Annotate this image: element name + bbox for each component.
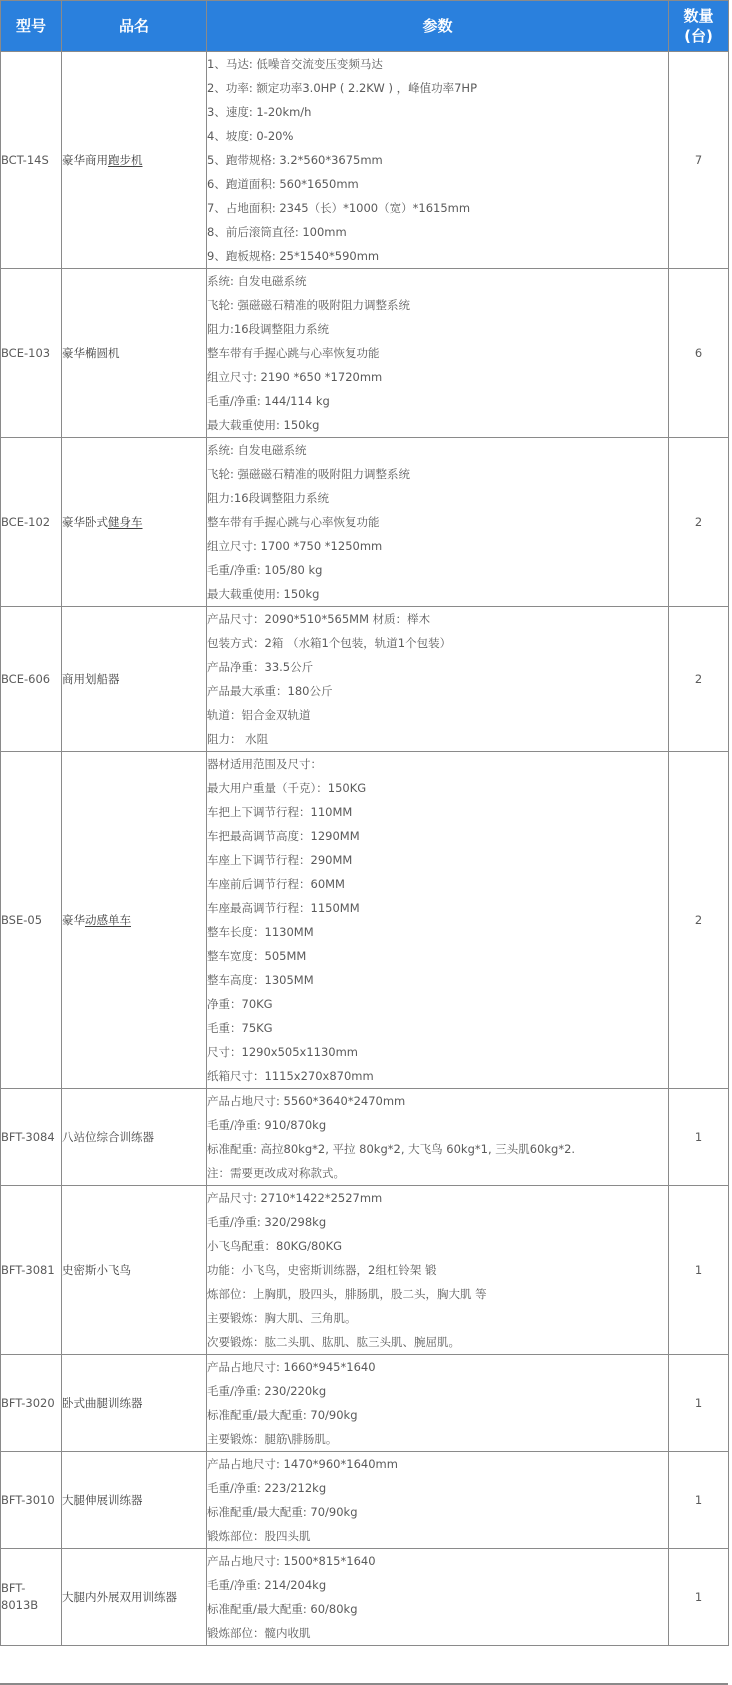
params-cell (207, 1186, 669, 1355)
param-line: 最大载重使用: 150kg (207, 587, 320, 601)
param-line: 产品占地尺寸: 5560*3640*2470mm (207, 1094, 406, 1108)
product-name-link[interactable]: 健身车 (108, 515, 143, 529)
product-name-cell (62, 1549, 207, 1646)
param-line: 产品占地尺寸: 1660*945*1640 (207, 1360, 376, 1374)
product-name-cell (62, 1452, 207, 1549)
param-line: 产品占地尺寸: 1500*815*1640 (207, 1554, 376, 1568)
table-row (1, 438, 729, 607)
param-line: 器材适用范围及尺寸： (207, 757, 322, 771)
product-name-text: 豪华卧式 (62, 515, 108, 529)
model-cell: BCE-606 (1, 607, 62, 752)
product-name-cell (62, 438, 207, 607)
param-line: 飞轮: 强磁磁石精准的吸附阻力调整系统 (207, 298, 411, 312)
param-line: 毛重/净重: 230/220kg (207, 1384, 327, 1398)
product-name-text: 史密斯小飞鸟 (62, 1263, 131, 1277)
param-line: 轨道：铝合金双轨道 (207, 708, 311, 722)
table-row (1, 1355, 729, 1452)
product-name-text: 八站位综合训练器 (62, 1130, 154, 1144)
param-line: 毛重/净重: 144/114 kg (207, 394, 330, 408)
param-line: 组立尺寸: 1700 *750 *1250mm (207, 539, 383, 553)
param-line: 净重：70KG (207, 997, 273, 1011)
product-name-cell (62, 269, 207, 438)
param-line: 标准配重/最大配重: 60/80kg (207, 1602, 358, 1616)
header-name: 品名 (62, 1, 207, 52)
product-name-link[interactable]: 动感单车 (85, 913, 131, 927)
param-line: 标准配重: 高拉80kg*2, 平拉 80kg*2, 大飞鸟 60kg*1, 三头肌60kg*2. (207, 1142, 576, 1156)
params-cell (207, 438, 669, 607)
quantity-cell: 2 (669, 438, 729, 607)
model-cell: BFT-3020 (1, 1355, 62, 1452)
product-name-cell (62, 607, 207, 752)
product-name-cell (62, 1089, 207, 1186)
param-line: 6、跑道面积: 560*1650mm (207, 177, 359, 191)
param-line: 车把最高调节高度：1290MM (207, 829, 360, 843)
quantity-cell: 1 (669, 1452, 729, 1549)
header-qty (669, 1, 729, 52)
param-line: 毛重/净重: 223/212kg (207, 1481, 327, 1495)
quantity-cell: 6 (669, 269, 729, 438)
param-line: 主要锻炼：胸大肌、三角肌。 (207, 1311, 357, 1325)
quantity-cell: 1 (669, 1355, 729, 1452)
product-name-cell (62, 1186, 207, 1355)
param-line: 阻力:16段调整阻力系统 (207, 322, 330, 336)
param-line: 车座前后调节行程：60MM (207, 877, 345, 891)
param-line: 毛重/净重: 320/298kg (207, 1215, 327, 1229)
param-line: 组立尺寸: 2190 *650 *1720mm (207, 370, 383, 384)
quantity-cell: 1 (669, 1549, 729, 1646)
header-qty-line1: 数量 (683, 7, 714, 25)
param-line: 包装方式：2箱 （水箱1个包装，轨道1个包装） (207, 636, 452, 650)
param-line: 最大用户重量（千克）：150KG (207, 781, 367, 795)
product-name-cell (62, 1355, 207, 1452)
param-line: 产品净重：33.5公斤 (207, 660, 314, 674)
product-name-cell (62, 52, 207, 269)
param-line: 2、功率: 额定功率3.0HP ( 2.2KW ) ，峰值功率7HP (207, 81, 478, 95)
quantity-cell: 2 (669, 752, 729, 1089)
quantity-cell: 1 (669, 1186, 729, 1355)
param-line: 整车高度：1305MM (207, 973, 314, 987)
params-cell (207, 52, 669, 269)
param-line: 1、马达: 低噪音交流变压变频马达 (207, 57, 383, 71)
product-name-text: 豪华 (62, 913, 85, 927)
param-line: 最大载重使用: 150kg (207, 418, 320, 432)
param-line: 产品尺寸：2090*510*565MM 材质：榉木 (207, 612, 431, 626)
table-row (1, 1549, 729, 1646)
header-row (1, 1, 729, 52)
param-line: 4、坡度: 0-20% (207, 129, 294, 143)
param-line: 产品最大承重：180公斤 (207, 684, 333, 698)
param-line: 车座最高调节行程：1150MM (207, 901, 360, 915)
param-line: 纸箱尺寸：1115x270x870mm (207, 1069, 374, 1083)
param-line: 标准配重/最大配重: 70/90kg (207, 1408, 358, 1422)
model-cell: BFT-8013B (1, 1549, 62, 1646)
param-line: 8、前后滚筒直径: 100mm (207, 225, 347, 239)
params-cell (207, 269, 669, 438)
param-line: 阻力： 水阻 (207, 732, 269, 746)
param-line: 毛重/净重: 214/204kg (207, 1578, 327, 1592)
param-line: 毛重/净重: 910/870kg (207, 1118, 327, 1132)
param-line: 小飞鸟配重：80KG/80KG (207, 1239, 343, 1253)
table-row (1, 1089, 729, 1186)
header-model: 型号 (1, 1, 62, 52)
quantity-cell: 7 (669, 52, 729, 269)
model-cell: BFT-3081 (1, 1186, 62, 1355)
params-cell (207, 607, 669, 752)
param-line: 次要锻炼：肱二头肌、肱肌、肱三头肌、腕屈肌。 (207, 1335, 460, 1349)
params-cell (207, 1549, 669, 1646)
header-qty-line2: (台) (684, 27, 713, 45)
model-cell: BCT-14S (1, 52, 62, 269)
param-line: 功能：小飞鸟，史密斯训练器，2组杠铃架 锻 (207, 1263, 437, 1277)
param-line: 车把上下调节行程：110MM (207, 805, 353, 819)
param-line: 毛重：75KG (207, 1021, 273, 1035)
table-row (1, 1452, 729, 1549)
quantity-cell: 2 (669, 607, 729, 752)
product-name-text: 商用划船器 (62, 672, 120, 686)
param-line: 飞轮: 强磁磁石精准的吸附阻力调整系统 (207, 467, 411, 481)
param-line: 炼部位：上胸肌，股四头，腓肠肌，股二头，胸大肌 等 (207, 1287, 487, 1301)
product-name-link[interactable]: 跑步机 (108, 153, 143, 167)
product-name-cell (62, 752, 207, 1089)
table-row (1, 269, 729, 438)
param-line: 产品尺寸: 2710*1422*2527mm (207, 1191, 383, 1205)
model-cell: BSE-05 (1, 752, 62, 1089)
params-cell (207, 752, 669, 1089)
params-cell (207, 1452, 669, 1549)
product-name-text: 大腿伸展训练器 (62, 1493, 143, 1507)
param-line: 系统: 自发电磁系统 (207, 443, 307, 457)
param-line: 锻炼部位：髋内收肌 (207, 1626, 311, 1640)
params-cell (207, 1355, 669, 1452)
table-row (1, 752, 729, 1089)
param-line: 3、速度: 1-20km/h (207, 105, 312, 119)
param-line: 整车长度：1130MM (207, 925, 314, 939)
table-row (1, 607, 729, 752)
param-line: 产品占地尺寸: 1470*960*1640mm (207, 1457, 398, 1471)
param-line: 整车带有手握心跳与心率恢复功能 (207, 515, 380, 529)
param-line: 注：需要更改成对称款式。 (207, 1166, 345, 1180)
model-cell: BFT-3084 (1, 1089, 62, 1186)
product-name-text: 大腿内外展双用训练器 (62, 1590, 177, 1604)
param-line: 阻力:16段调整阻力系统 (207, 491, 330, 505)
table-body (1, 52, 729, 1646)
params-cell (207, 1089, 669, 1186)
param-line: 锻炼部位：股四头肌 (207, 1529, 311, 1543)
param-line: 毛重/净重: 105/80 kg (207, 563, 323, 577)
model-cell: BFT-3010 (1, 1452, 62, 1549)
model-cell: BCE-102 (1, 438, 62, 607)
param-line: 系统: 自发电磁系统 (207, 274, 307, 288)
model-cell: BCE-103 (1, 269, 62, 438)
param-line: 尺寸：1290x505x1130mm (207, 1045, 358, 1059)
param-line: 7、占地面积: 2345（长）*1000（宽）*1615mm (207, 201, 471, 215)
param-line: 标准配重/最大配重: 70/90kg (207, 1505, 358, 1519)
param-line: 5、跑带规格: 3.2*560*3675mm (207, 153, 383, 167)
param-line: 整车带有手握心跳与心率恢复功能 (207, 346, 380, 360)
param-line: 车座上下调节行程：290MM (207, 853, 353, 867)
product-name-text: 豪华商用 (62, 153, 108, 167)
param-line: 主要锻炼：腿筋\腓肠肌。 (207, 1432, 338, 1446)
table-row (1, 52, 729, 269)
table-row (1, 1186, 729, 1355)
header-params: 参数 (207, 1, 669, 52)
quantity-cell: 1 (669, 1089, 729, 1186)
param-line: 9、跑板规格: 25*1540*590mm (207, 249, 380, 263)
param-line: 整车宽度：505MM (207, 949, 307, 963)
product-name-text: 卧式曲腿训练器 (62, 1396, 143, 1410)
product-name-text: 豪华椭圆机 (62, 346, 120, 360)
